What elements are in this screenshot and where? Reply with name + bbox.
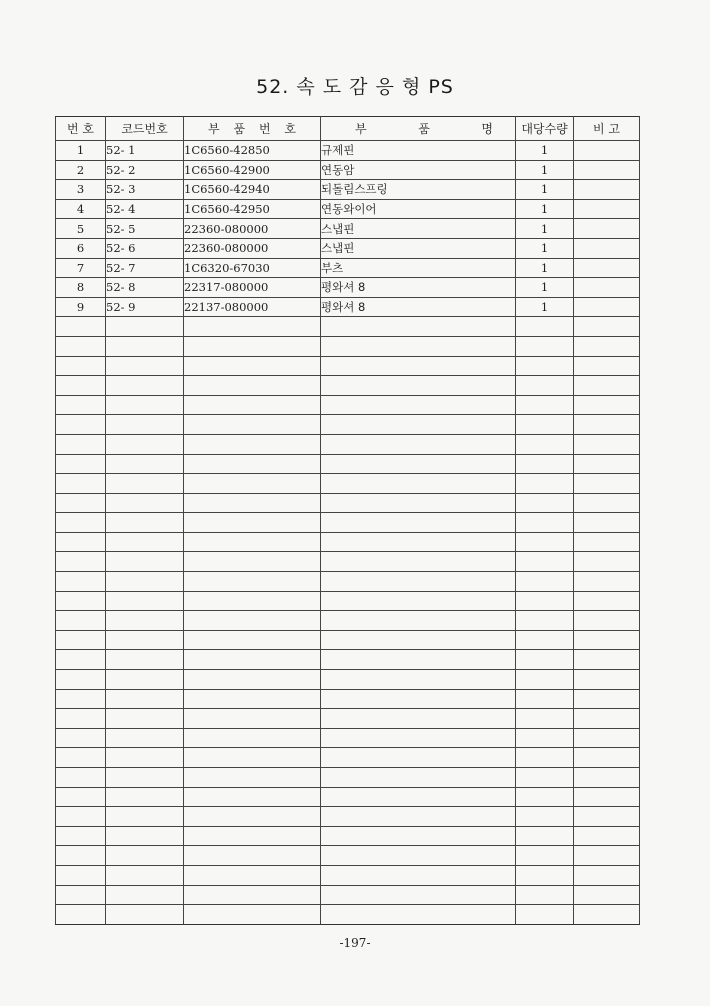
cell-part-no	[184, 493, 321, 513]
cell-qty	[516, 630, 574, 650]
cell-no	[56, 532, 106, 552]
cell-no	[56, 748, 106, 768]
cell-remarks	[574, 376, 640, 396]
cell-part-no	[184, 787, 321, 807]
cell-part-name	[321, 376, 516, 396]
cell-code: 52- 3	[106, 180, 184, 200]
cell-qty	[516, 572, 574, 592]
cell-remarks	[574, 885, 640, 905]
cell-remarks	[574, 905, 640, 925]
cell-qty: 1	[516, 278, 574, 298]
header-part-no-char: 품	[233, 121, 246, 136]
cell-part-name: 연동암	[321, 160, 516, 180]
cell-no	[56, 826, 106, 846]
cell-remarks	[574, 748, 640, 768]
empty-table-row	[56, 415, 640, 435]
cell-qty	[516, 376, 574, 396]
cell-remarks	[574, 297, 640, 317]
cell-part-no	[184, 434, 321, 454]
header-part-no-char: 호	[284, 121, 296, 136]
cell-code	[106, 572, 184, 592]
cell-part-no	[184, 709, 321, 729]
cell-remarks	[574, 474, 640, 494]
cell-part-name	[321, 454, 516, 474]
cell-qty	[516, 807, 574, 827]
cell-code	[106, 395, 184, 415]
cell-remarks	[574, 768, 640, 788]
cell-part-name	[321, 493, 516, 513]
cell-part-name: 평와셔 8	[321, 297, 516, 317]
empty-table-row	[56, 611, 640, 631]
cell-part-no	[184, 768, 321, 788]
cell-part-no	[184, 670, 321, 690]
cell-qty: 1	[516, 199, 574, 219]
cell-part-name	[321, 689, 516, 709]
empty-table-row	[56, 826, 640, 846]
cell-remarks	[574, 846, 640, 866]
empty-table-row	[56, 670, 640, 690]
cell-qty	[516, 846, 574, 866]
table-row	[56, 219, 640, 239]
cell-no	[56, 885, 106, 905]
cell-code	[106, 709, 184, 729]
parts-table	[55, 116, 640, 925]
cell-part-name	[321, 434, 516, 454]
empty-table-row	[56, 865, 640, 885]
cell-code	[106, 356, 184, 376]
cell-part-name	[321, 317, 516, 337]
cell-part-no: 1C6320-67030	[184, 258, 321, 278]
cell-qty	[516, 611, 574, 631]
cell-part-name	[321, 865, 516, 885]
cell-code	[106, 905, 184, 925]
cell-qty	[516, 474, 574, 494]
cell-code	[106, 591, 184, 611]
cell-part-name	[321, 572, 516, 592]
cell-qty	[516, 826, 574, 846]
cell-part-no: 1C6560-42950	[184, 199, 321, 219]
cell-no	[56, 552, 106, 572]
cell-part-name	[321, 826, 516, 846]
header-part-name	[321, 117, 516, 141]
table-row	[56, 141, 640, 161]
cell-no: 8	[56, 278, 106, 298]
cell-no	[56, 317, 106, 337]
cell-no	[56, 807, 106, 827]
cell-part-name: 스냅핀	[321, 238, 516, 258]
cell-qty	[516, 650, 574, 670]
cell-remarks	[574, 865, 640, 885]
cell-code: 52- 1	[106, 141, 184, 161]
cell-no	[56, 356, 106, 376]
cell-qty: 1	[516, 238, 574, 258]
cell-part-name	[321, 905, 516, 925]
cell-part-no: 22360-080000	[184, 219, 321, 239]
cell-qty	[516, 768, 574, 788]
cell-no: 9	[56, 297, 106, 317]
table-header-row	[56, 117, 640, 141]
cell-qty	[516, 787, 574, 807]
cell-part-name	[321, 709, 516, 729]
cell-part-no	[184, 728, 321, 748]
cell-qty	[516, 336, 574, 356]
table-row	[56, 297, 640, 317]
cell-no: 1	[56, 141, 106, 161]
header-part-name-char: 부	[355, 121, 367, 136]
empty-table-row	[56, 768, 640, 788]
cell-part-name	[321, 415, 516, 435]
cell-part-no	[184, 376, 321, 396]
cell-code	[106, 611, 184, 631]
cell-remarks	[574, 826, 640, 846]
cell-code	[106, 768, 184, 788]
cell-part-no	[184, 865, 321, 885]
cell-part-no	[184, 552, 321, 572]
empty-table-row	[56, 787, 640, 807]
cell-code	[106, 474, 184, 494]
cell-code	[106, 336, 184, 356]
cell-part-no	[184, 846, 321, 866]
empty-table-row	[56, 493, 640, 513]
cell-part-no: 1C6560-42850	[184, 141, 321, 161]
cell-no	[56, 395, 106, 415]
cell-code	[106, 748, 184, 768]
cell-code: 52- 6	[106, 238, 184, 258]
cell-qty	[516, 865, 574, 885]
cell-code	[106, 513, 184, 533]
cell-part-name	[321, 591, 516, 611]
empty-table-row	[56, 709, 640, 729]
empty-table-row	[56, 474, 640, 494]
empty-table-row	[56, 454, 640, 474]
cell-no	[56, 689, 106, 709]
header-qty: 대당수량	[516, 117, 574, 141]
cell-code	[106, 532, 184, 552]
cell-code	[106, 552, 184, 572]
cell-code	[106, 434, 184, 454]
header-part-no	[184, 117, 321, 141]
cell-code	[106, 807, 184, 827]
cell-qty	[516, 689, 574, 709]
cell-code	[106, 728, 184, 748]
cell-remarks	[574, 415, 640, 435]
cell-part-no	[184, 611, 321, 631]
empty-table-row	[56, 885, 640, 905]
cell-remarks	[574, 572, 640, 592]
cell-part-name	[321, 885, 516, 905]
cell-remarks	[574, 219, 640, 239]
header-remarks: 비 고	[574, 117, 640, 141]
cell-part-name	[321, 748, 516, 768]
cell-code	[106, 454, 184, 474]
cell-remarks	[574, 278, 640, 298]
cell-part-name	[321, 650, 516, 670]
cell-code	[106, 317, 184, 337]
cell-part-name: 연동와이어	[321, 199, 516, 219]
cell-part-name	[321, 611, 516, 631]
empty-table-row	[56, 336, 640, 356]
cell-part-no: 1C6560-42900	[184, 160, 321, 180]
cell-no	[56, 709, 106, 729]
empty-table-row	[56, 650, 640, 670]
cell-code	[106, 415, 184, 435]
cell-qty	[516, 552, 574, 572]
cell-code: 52- 7	[106, 258, 184, 278]
cell-part-name	[321, 395, 516, 415]
cell-remarks	[574, 434, 640, 454]
cell-part-no	[184, 532, 321, 552]
cell-no	[56, 415, 106, 435]
cell-code	[106, 787, 184, 807]
cell-remarks	[574, 728, 640, 748]
cell-code	[106, 493, 184, 513]
cell-remarks	[574, 238, 640, 258]
header-part-name-char: 명	[481, 121, 493, 136]
table-row	[56, 180, 640, 200]
cell-code: 52- 4	[106, 199, 184, 219]
cell-part-name	[321, 630, 516, 650]
cell-remarks	[574, 787, 640, 807]
empty-table-row	[56, 630, 640, 650]
cell-qty	[516, 709, 574, 729]
cell-qty	[516, 905, 574, 925]
cell-qty	[516, 395, 574, 415]
cell-qty: 1	[516, 297, 574, 317]
empty-table-row	[56, 846, 640, 866]
header-part-no-char: 번	[258, 121, 271, 136]
cell-remarks	[574, 258, 640, 278]
cell-qty	[516, 434, 574, 454]
cell-remarks	[574, 199, 640, 219]
cell-remarks	[574, 336, 640, 356]
cell-code: 52- 8	[106, 278, 184, 298]
cell-remarks	[574, 552, 640, 572]
cell-no: 7	[56, 258, 106, 278]
cell-no	[56, 493, 106, 513]
cell-qty	[516, 513, 574, 533]
header-code: 코드번호	[106, 117, 184, 141]
cell-no: 4	[56, 199, 106, 219]
cell-part-no	[184, 395, 321, 415]
cell-no	[56, 513, 106, 533]
cell-qty: 1	[516, 258, 574, 278]
cell-remarks	[574, 807, 640, 827]
table-row	[56, 258, 640, 278]
cell-qty	[516, 885, 574, 905]
cell-qty	[516, 317, 574, 337]
cell-part-name	[321, 787, 516, 807]
cell-code: 52- 5	[106, 219, 184, 239]
empty-table-row	[56, 807, 640, 827]
cell-part-no: 22360-080000	[184, 238, 321, 258]
cell-qty	[516, 415, 574, 435]
empty-table-row	[56, 434, 640, 454]
cell-remarks	[574, 650, 640, 670]
cell-no	[56, 787, 106, 807]
cell-qty: 1	[516, 141, 574, 161]
cell-part-name	[321, 846, 516, 866]
empty-table-row	[56, 552, 640, 572]
empty-table-row	[56, 728, 640, 748]
cell-part-name	[321, 336, 516, 356]
table-row	[56, 238, 640, 258]
cell-qty	[516, 454, 574, 474]
cell-qty	[516, 356, 574, 376]
cell-code	[106, 885, 184, 905]
cell-remarks	[574, 356, 640, 376]
cell-qty	[516, 591, 574, 611]
cell-part-name	[321, 728, 516, 748]
header-part-no-char: 부	[208, 121, 220, 136]
empty-table-row	[56, 395, 640, 415]
cell-remarks	[574, 141, 640, 161]
cell-code: 52- 2	[106, 160, 184, 180]
empty-table-row	[56, 376, 640, 396]
cell-part-no: 22317-080000	[184, 278, 321, 298]
empty-table-row	[56, 356, 640, 376]
empty-table-row	[56, 317, 640, 337]
cell-no: 2	[56, 160, 106, 180]
cell-remarks	[574, 395, 640, 415]
cell-code	[106, 630, 184, 650]
cell-qty	[516, 748, 574, 768]
cell-code	[106, 826, 184, 846]
cell-part-name: 평와셔 8	[321, 278, 516, 298]
cell-part-no	[184, 356, 321, 376]
empty-table-row	[56, 513, 640, 533]
cell-part-no	[184, 748, 321, 768]
cell-remarks	[574, 493, 640, 513]
cell-no	[56, 611, 106, 631]
cell-remarks	[574, 180, 640, 200]
parts-table-body	[56, 141, 640, 925]
cell-part-no	[184, 513, 321, 533]
page-title: 52. 속 도 감 응 형 PS	[256, 76, 454, 98]
cell-code	[106, 650, 184, 670]
cell-part-no: 1C6560-42940	[184, 180, 321, 200]
cell-no	[56, 905, 106, 925]
cell-no	[56, 846, 106, 866]
empty-table-row	[56, 591, 640, 611]
cell-no	[56, 670, 106, 690]
empty-table-row	[56, 572, 640, 592]
cell-part-name	[321, 356, 516, 376]
cell-remarks	[574, 709, 640, 729]
cell-part-no	[184, 905, 321, 925]
cell-remarks	[574, 160, 640, 180]
cell-no	[56, 591, 106, 611]
empty-table-row	[56, 748, 640, 768]
cell-no	[56, 650, 106, 670]
cell-qty	[516, 728, 574, 748]
cell-remarks	[574, 513, 640, 533]
cell-remarks	[574, 532, 640, 552]
cell-part-no	[184, 826, 321, 846]
cell-part-name	[321, 513, 516, 533]
empty-table-row	[56, 532, 640, 552]
cell-no	[56, 865, 106, 885]
cell-qty	[516, 532, 574, 552]
cell-part-name	[321, 532, 516, 552]
header-part-name-char: 품	[418, 121, 430, 136]
cell-qty: 1	[516, 180, 574, 200]
cell-part-name: 되돌림스프링	[321, 180, 516, 200]
cell-remarks	[574, 689, 640, 709]
cell-code	[106, 689, 184, 709]
cell-part-no	[184, 454, 321, 474]
cell-part-no	[184, 885, 321, 905]
cell-part-name	[321, 670, 516, 690]
cell-part-no	[184, 415, 321, 435]
cell-part-name: 스냅핀	[321, 219, 516, 239]
cell-part-name: 규제핀	[321, 141, 516, 161]
cell-no: 6	[56, 238, 106, 258]
cell-qty: 1	[516, 160, 574, 180]
cell-no	[56, 768, 106, 788]
cell-qty	[516, 493, 574, 513]
cell-remarks	[574, 454, 640, 474]
cell-part-no	[184, 630, 321, 650]
cell-part-no	[184, 650, 321, 670]
cell-qty: 1	[516, 219, 574, 239]
cell-code	[106, 865, 184, 885]
cell-no	[56, 728, 106, 748]
cell-part-no	[184, 591, 321, 611]
cell-code	[106, 670, 184, 690]
cell-no	[56, 336, 106, 356]
cell-no: 3	[56, 180, 106, 200]
cell-remarks	[574, 670, 640, 690]
cell-code	[106, 376, 184, 396]
cell-no	[56, 630, 106, 650]
cell-remarks	[574, 317, 640, 337]
table-row	[56, 199, 640, 219]
cell-part-no: 22137-080000	[184, 297, 321, 317]
cell-part-no	[184, 336, 321, 356]
table-row	[56, 160, 640, 180]
cell-no	[56, 454, 106, 474]
header-no: 번 호	[56, 117, 106, 141]
cell-no	[56, 434, 106, 454]
cell-remarks	[574, 630, 640, 650]
cell-code: 52- 9	[106, 297, 184, 317]
cell-remarks	[574, 591, 640, 611]
cell-no	[56, 376, 106, 396]
cell-qty	[516, 670, 574, 690]
cell-remarks	[574, 611, 640, 631]
cell-part-no	[184, 689, 321, 709]
cell-part-name: 부츠	[321, 258, 516, 278]
cell-part-no	[184, 474, 321, 494]
cell-code	[106, 846, 184, 866]
empty-table-row	[56, 689, 640, 709]
page-number: -197-	[339, 936, 371, 950]
cell-part-name	[321, 474, 516, 494]
cell-part-name	[321, 552, 516, 572]
cell-part-no	[184, 317, 321, 337]
cell-no	[56, 572, 106, 592]
cell-no	[56, 474, 106, 494]
empty-table-row	[56, 905, 640, 925]
table-row	[56, 278, 640, 298]
cell-part-no	[184, 572, 321, 592]
cell-no: 5	[56, 219, 106, 239]
cell-part-name	[321, 807, 516, 827]
cell-part-name	[321, 768, 516, 788]
cell-part-no	[184, 807, 321, 827]
